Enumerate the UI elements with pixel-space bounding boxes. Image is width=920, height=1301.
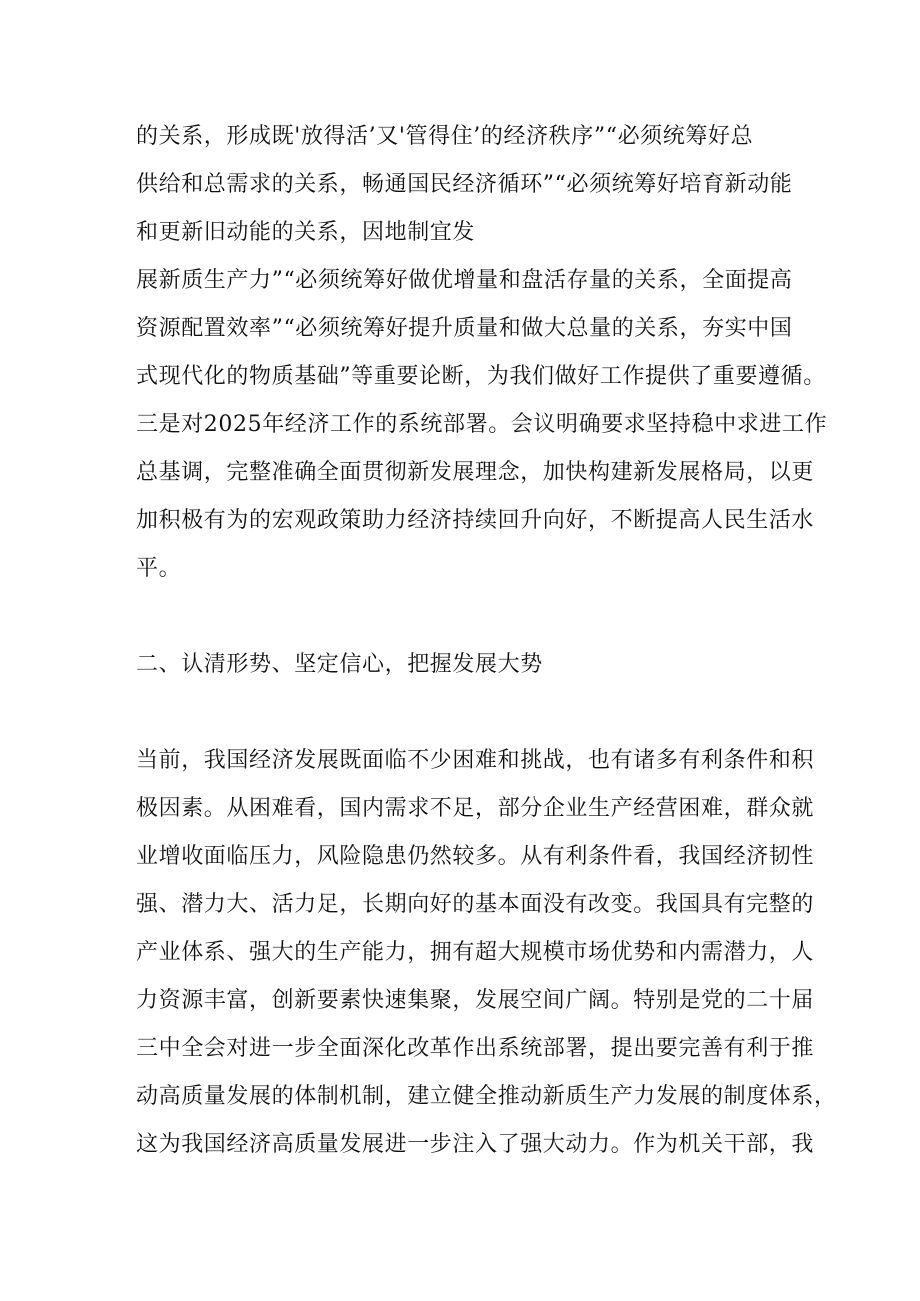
paragraph-1-line-10: 平。 xyxy=(136,556,182,581)
paragraph-1-line-8: 总基调，完整准确全面贯彻新发展理念，加快构建新发展格局，以更 xyxy=(136,460,815,485)
paragraph-2-line-2: 极因素。从困难看，国内需求不足，部分企业生产经营困难，群众就 xyxy=(136,796,815,821)
paragraph-1-line-6: 式现代化的物质基础”等重要论断，为我们做好工作提供了重要遵循。 xyxy=(136,364,826,389)
paragraph-1-line-5: 资源配置效率”“必须统筹好提升质量和做大总量的关系，夯实中国 xyxy=(136,316,793,341)
paragraph-2-line-1: 当前，我国经济发展既面临不少困难和挑战，也有诸多有利条件和积 xyxy=(136,748,815,773)
paragraph-2-line-9: 这为我国经济高质量发展进一步注入了强大动力。作为机关干部，我 xyxy=(136,1132,815,1157)
paragraph-2-line-6: 力资源丰富，创新要素快速集聚，发展空间广阔。特别是党的二十届 xyxy=(136,988,815,1013)
paragraph-1-line-9: 加积极有为的宏观政策助力经济持续回升向好，不断提高人民生活水 xyxy=(136,508,815,533)
section-heading: 二、认清形势、坚定信心，把握发展大势 xyxy=(136,652,543,677)
paragraph-2-line-5: 产业体系、强大的生产能力，拥有超大规模市场优势和内需潜力，人 xyxy=(136,940,815,965)
paragraph-2-line-7: 三中全会对进一步全面深化改革作出系统部署，提出要完善有利于推 xyxy=(136,1036,815,1061)
paragraph-1-line-7: 三是对2025年经济工作的系统部署。会议明确要求坚持稳中求进工作 xyxy=(136,412,828,437)
paragraph-1-line-4: 展新质生产力”“必须统筹好做优增量和盘活存量的关系，全面提高 xyxy=(136,268,793,293)
paragraph-2-line-3: 业增收面临压力，风险隐患仍然较多。从有利条件看，我国经济韧性 xyxy=(136,844,815,869)
paragraph-1-line-3: 和更新旧动能的关系，因地制宜发 xyxy=(136,220,476,245)
paragraph-2-line-8: 动高质量发展的体制机制，建立健全推动新质生产力发展的制度体系， xyxy=(136,1084,837,1109)
paragraph-2-line-4: 强、潜力大、活力足，长期向好的基本面没有改变。我国具有完整的 xyxy=(136,892,815,917)
paragraph-1-line-1: 的关系，形成既'放得活’又'管得住’的经济秩序”“必须统筹好总 xyxy=(136,124,754,149)
paragraph-1-line-2: 供给和总需求的关系，畅通国民经济循环”“必须统筹好培育新动能 xyxy=(136,172,793,197)
